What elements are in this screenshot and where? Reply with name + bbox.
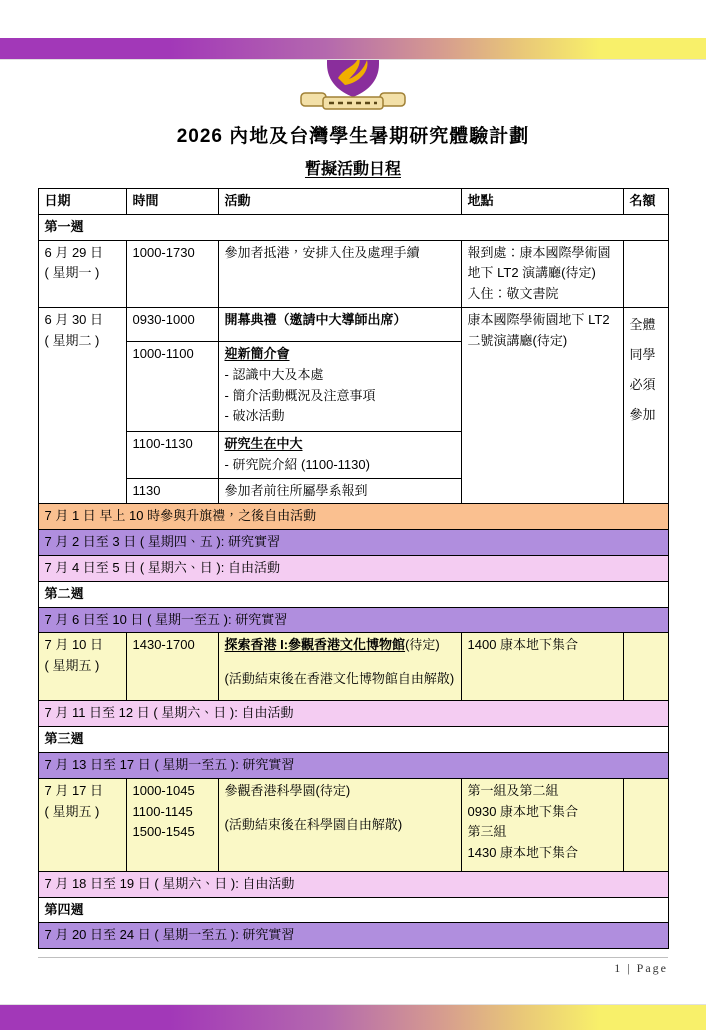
location-line: 1430 康本地下集合 [467,845,579,861]
document-page [0,38,706,1030]
time-cell: 0930-1000 [126,307,218,341]
page-number: 1 | Page [614,961,668,976]
week-label: 第三週 [38,727,668,753]
time-line: 1100-1145 [132,803,193,819]
banner-jul1 [38,504,668,530]
spacer [225,802,455,815]
banner-text: 7 月 2 日至 3 日 ( 星期四、五 ): 研究實習 [38,530,668,556]
weekday-text: ( 星期五 ) [44,658,100,674]
location-cell: 1400 康本地下集合 [461,633,623,701]
page-footer [38,957,668,976]
banner-jul11-12 [38,701,668,727]
activity-title-line [225,635,455,656]
week-label: 第二週 [38,581,668,607]
column-header-quota: 名額 [623,189,668,215]
date-cell [38,778,126,871]
banner-jul13-17 [38,752,668,778]
jul10-row [38,633,668,701]
activity-cell [218,633,461,701]
activity-title: 迎新簡介會 [224,345,290,361]
time-cell: 1000-1100 [126,341,218,431]
banner-jul20-24 [38,923,668,949]
activity-cell: 參加者抵港，安排入住及處理手續 [218,240,461,307]
location-checkin: 報到處：康本國際學術園地下 LT2 演講廳(待定) [467,244,611,281]
week-label: 第四週 [38,897,668,923]
top-gradient-border [0,38,706,60]
quota-cell [623,240,668,307]
activity-cell [218,431,461,478]
location-line: 第一組及第二組 [467,782,559,798]
banner-text: 7 月 11 日至 12 日 ( 星期六、日 ): 自由活動 [38,701,668,727]
banner-text: 7 月 18 日至 19 日 ( 星期六、日 ): 自由活動 [38,871,668,897]
location-line: 第三組 [467,824,507,840]
banner-jul6-10 [38,607,668,633]
banner-text: 7 月 20 日至 24 日 ( 星期一至五 ): 研究實習 [38,923,668,949]
spacer [225,656,455,669]
banner-text: 7 月 6 日至 10 日 ( 星期一至五 ): 研究實習 [38,607,668,633]
column-header-activity: 活動 [218,189,461,215]
time-cell [126,778,218,871]
weekday-text: ( 星期一 ) [44,265,100,281]
activity-title: 探索香港 I:參觀香港文化博物館 [224,637,406,653]
quota-cell: 全體同學必須參加 [623,307,668,503]
jun29-row [38,240,668,307]
activity-bullet: - 認識中大及本處 [224,366,324,382]
activity-bullet: - 研究院介紹 (1100-1130) [224,456,370,472]
banner-jul18-19 [38,871,668,897]
date-text: 6 月 30 日 [44,311,104,327]
time-cell: 1130 [126,478,218,504]
column-header-location: 地點 [461,189,623,215]
weekday-text: ( 星期五 ) [44,803,100,819]
activity-cell [218,778,461,871]
date-text: 7 月 17 日 [44,782,104,798]
jun30-session1-row [38,307,668,341]
date-text: 6 月 29 日 [44,244,104,260]
table-header-row [38,189,668,215]
activity-note: (活動結束後在香港文化博物館自由解散) [224,671,455,687]
banner-jul4-5 [38,555,668,581]
week1-row [38,214,668,240]
time-line: 1000-1045 [132,782,195,798]
page-title: 2026 內地及台灣學生暑期研究體驗計劃 [176,126,530,147]
banner-text: 7 月 13 日至 17 日 ( 星期一至五 ): 研究實習 [38,752,668,778]
date-cell [38,307,126,503]
activity-title: 研究生在中大 [224,435,303,451]
activity-cell: 參加者前往所屬學系報到 [218,478,461,504]
activity-cell [218,341,461,431]
activity-cell [218,307,461,341]
activity-note: (活動結束後在科學園自由解散) [224,816,403,832]
location-cell: 康本國際學術園地下 LT2 二號演講廳(待定) [461,307,623,503]
column-header-time: 時間 [126,189,218,215]
activity-bullet: - 破冰活動 [224,408,285,424]
time-cell: 1000-1730 [126,240,218,307]
date-cell [38,633,126,701]
week3-row [38,727,668,753]
banner-text: 7 月 4 日至 5 日 ( 星期六、日 ): 自由活動 [38,555,668,581]
quota-cell [623,778,668,871]
time-cell: 1100-1130 [126,431,218,478]
weekday-text: ( 星期二 ) [44,332,100,348]
date-text: 7 月 10 日 [44,637,104,653]
time-cell: 1430-1700 [126,633,218,701]
activity-title: 開幕典禮（邀請中大導師出席） [224,311,407,327]
location-cell [461,778,623,871]
jul17-row [38,778,668,871]
location-line: 0930 康本地下集合 [467,803,579,819]
banner-jul2-3 [38,530,668,556]
week-label: 第一週 [38,214,668,240]
schedule-table [38,188,669,949]
column-header-date: 日期 [38,189,126,215]
quota-cell [623,633,668,701]
date-cell [38,240,126,307]
activity-title-suffix: (待定) [405,637,440,653]
bottom-gradient-border [0,1004,706,1030]
page-subtitle: 暫擬活動日程 [304,161,401,178]
location-cell [461,240,623,307]
banner-text: 7 月 1 日 早上 10 時參與升旗禮，之後自由活動 [38,504,668,530]
activity-title: 參觀香港科學園(待定) [224,782,351,798]
location-stay: 入住：敬文書院 [467,286,559,302]
week4-row [38,897,668,923]
week2-row [38,581,668,607]
activity-bullet: - 簡介活動概況及注意事項 [224,387,376,403]
time-line: 1500-1545 [132,824,195,840]
